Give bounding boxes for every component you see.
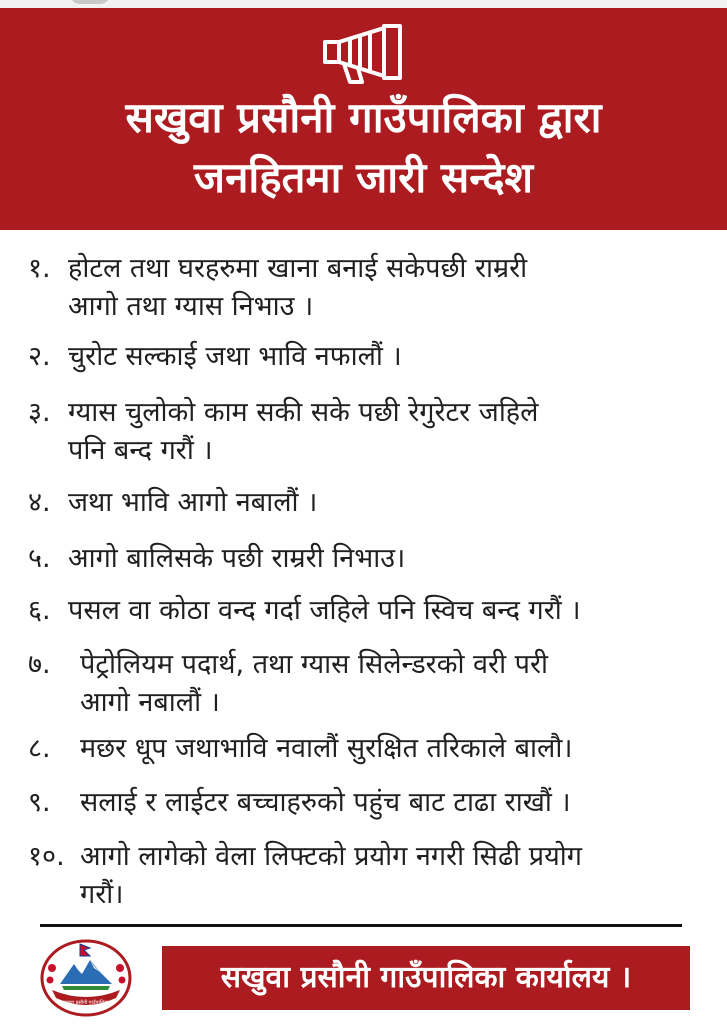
office-name-banner: सखुवा प्रसौनी गाउँपालिका कार्यालय । (162, 946, 690, 1010)
list-item-text (68, 484, 708, 522)
list-item-text (80, 784, 710, 822)
list-item-line: ग्यास चुलोको काम सकी सके पछी रेगुरेटर जहिले (68, 397, 539, 428)
list-item-line: आगो लागेको वेला लिफ्टको प्रयोग नगरी सिढी प्रयोग (80, 841, 582, 872)
list-item-line: पनि बन्द गरौं । (68, 435, 213, 466)
list-item-line: आगो तथा ग्यास निभाउ । (68, 291, 314, 322)
list-item-line: गरौं। (80, 879, 124, 910)
list-item-line: होटल तथा घरहरुमा खाना बनाई सकेपछी राम्ररी (68, 253, 528, 284)
list-item-line: आगो बालिसके पछी राम्ररी निभाउ। (68, 543, 406, 574)
list-item-number: ४. (28, 487, 51, 518)
top-edge-arc (70, 0, 110, 4)
list-item-number: ३. (28, 397, 51, 428)
top-edge-strip (0, 0, 727, 8)
notice-header (0, 8, 727, 230)
list-item-number: ५. (28, 543, 51, 574)
list-item-line: पेट्रोलियम पदार्थ, तथा ग्यास सिलेन्डरको वरी परी (80, 649, 549, 680)
list-item-number: ७. (28, 649, 51, 680)
notice-title-line-2: जनहितमा जारी सन्देश (193, 153, 534, 202)
list-item-text (80, 730, 710, 768)
list-item-line: पसल वा कोठा वन्द गर्दा जहिले पनि स्विच बन्द गरौं । (68, 595, 581, 626)
list-item-line: चुरोट सल्काई जथा भावि नफालौं । (68, 341, 402, 372)
list-item-number: ६. (28, 595, 51, 626)
list-item-text (68, 338, 708, 376)
megaphone-icon (322, 22, 406, 88)
list-item-line: सलाई र लाईटर बच्चाहरुको पहुंच बाट टाढा राखौं । (80, 787, 571, 818)
list-item-line: जथा भावि आगो नबालौं । (68, 487, 318, 518)
municipality-emblem-icon (38, 938, 134, 1018)
emblem-caption: सखुवा प्रसौनी गाउँपालिका (62, 1000, 110, 1006)
list-item-number: ९. (28, 787, 51, 818)
list-item-number: १०. (28, 841, 65, 872)
list-item-text (68, 394, 708, 470)
list-item-text (80, 838, 710, 914)
list-item-text (68, 250, 708, 326)
footer-divider (40, 924, 682, 927)
list-item-line: आगो नबालौं । (80, 687, 220, 718)
list-item-number: २. (28, 341, 51, 372)
list-item-text (68, 540, 708, 578)
notice-title-line-1: सखुवा प्रसौनी गाउँपालिका द्वारा (125, 93, 602, 142)
list-item-number: ८. (28, 733, 51, 764)
list-item-text (68, 592, 708, 630)
list-item-number: १. (28, 253, 51, 284)
list-item-text (80, 646, 710, 722)
list-item-line: मछर धूप जथाभावि नवालौं सुरक्षित तरिकाले बालौ। (80, 733, 573, 764)
